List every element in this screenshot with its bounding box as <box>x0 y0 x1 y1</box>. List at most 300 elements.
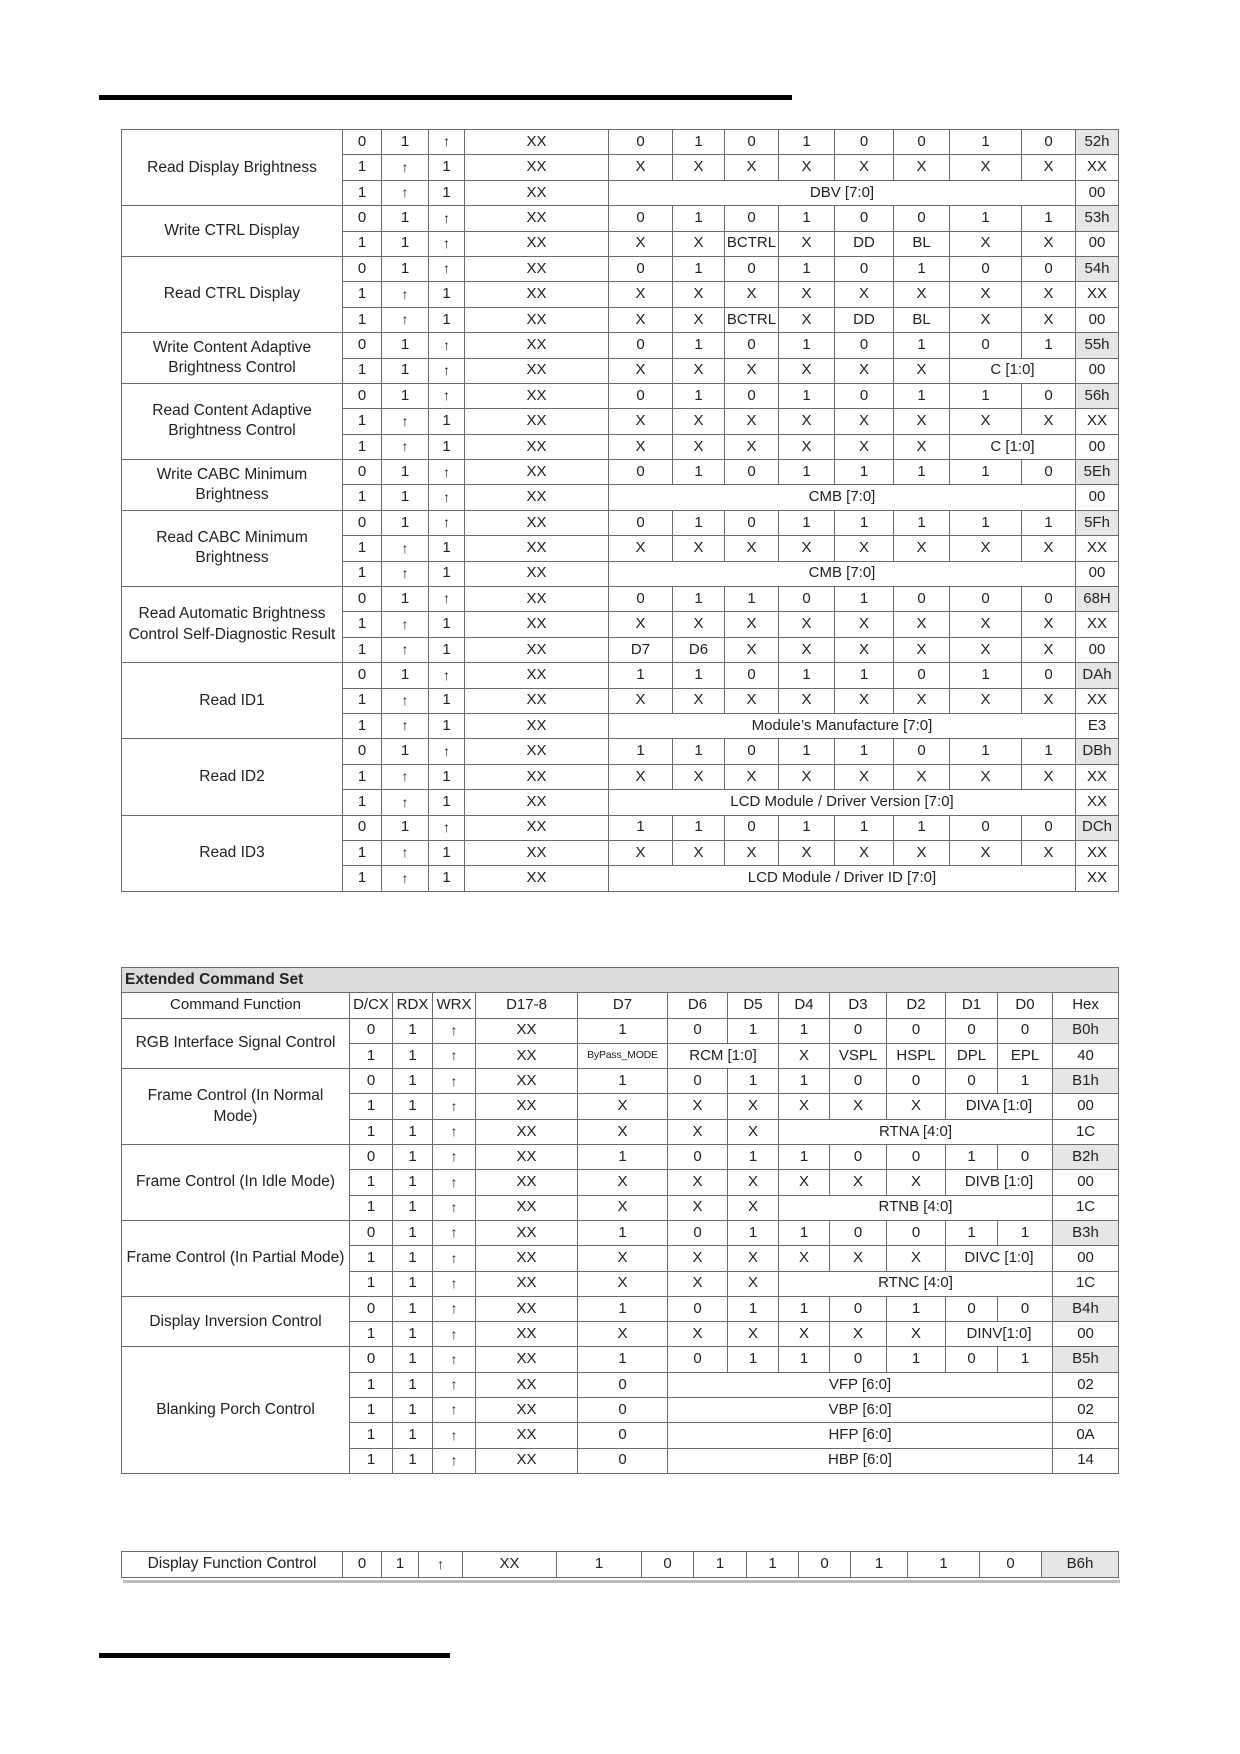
rdx-value: 1 <box>382 587 429 612</box>
wrx-value: ↑ <box>433 1448 476 1473</box>
bit-cell: X <box>887 1094 946 1119</box>
dcx-value: 1 <box>350 1043 393 1068</box>
bit-cell: DD <box>835 231 894 256</box>
dcx-value: 1 <box>350 1195 393 1220</box>
bit-cell: X <box>950 637 1022 662</box>
command-function: Write CABC Minimum Brightness <box>122 460 343 511</box>
command-function: Write Content Adaptive Brightness Control <box>122 333 343 384</box>
hex-value: XX <box>1076 790 1119 815</box>
d17-8-value: XX <box>465 663 609 688</box>
column-header: D6 <box>668 993 728 1018</box>
d17-8-value: XX <box>465 333 609 358</box>
hex-value: B0h <box>1053 1018 1119 1043</box>
bit-cell: X <box>578 1195 668 1220</box>
bit-cell: 1 <box>894 510 950 535</box>
wrx-value: ↑ <box>433 1246 476 1271</box>
parameter-field: Module’s Manufacture [7:0] <box>609 713 1076 738</box>
hex-value: XX <box>1076 840 1119 865</box>
bit-cell: 1 <box>578 1069 668 1094</box>
bit-cell: X <box>725 155 779 180</box>
command-function: Read CTRL Display <box>122 256 343 332</box>
bit-cell: X <box>668 1119 728 1144</box>
bit-cell: X <box>609 434 673 459</box>
bit-cell: 1 <box>728 1018 779 1043</box>
d17-8-value: XX <box>476 1271 578 1296</box>
rdx-value: ↑ <box>382 637 429 662</box>
dcx-value: 0 <box>343 383 382 408</box>
column-header: Command Function <box>122 993 350 1018</box>
rdx-value: 1 <box>393 1195 433 1220</box>
bit-cell: 0 <box>779 587 835 612</box>
bit-cell: X <box>728 1271 779 1296</box>
bit-cell: 1 <box>887 1347 946 1372</box>
bit-cell: 0 <box>1022 383 1076 408</box>
bit-cell: 0 <box>887 1069 946 1094</box>
table-row <box>122 1220 1119 1245</box>
hex-value: 5Fh <box>1076 510 1119 535</box>
d17-8-value: XX <box>476 1145 578 1170</box>
bit-cell: 1 <box>725 587 779 612</box>
bit-cell: X <box>609 688 673 713</box>
hex-value: 00 <box>1053 1246 1119 1271</box>
column-header: D5 <box>728 993 779 1018</box>
hex-value: 1C <box>1053 1271 1119 1296</box>
bit-cell: 1 <box>578 1145 668 1170</box>
bit-cell: 0 <box>725 815 779 840</box>
bit-cell: 1 <box>779 333 835 358</box>
bit-cell: X <box>578 1322 668 1347</box>
command-table-1 <box>121 129 1119 892</box>
bit-cell: X <box>1022 231 1076 256</box>
d17-8-value: XX <box>476 1423 578 1448</box>
wrx-value: ↑ <box>429 206 465 231</box>
bit-cell: 0 <box>609 206 673 231</box>
bit-cell: 1 <box>673 739 725 764</box>
hex-value: 00 <box>1076 434 1119 459</box>
bit-cell: 1 <box>998 1347 1053 1372</box>
bit-cell: 0 <box>894 130 950 155</box>
dcx-value: 1 <box>343 231 382 256</box>
dcx-value: 0 <box>350 1296 393 1321</box>
wrx-value: ↑ <box>429 663 465 688</box>
bit-cell: 0 <box>1022 663 1076 688</box>
bit-cell: 0 <box>799 1552 851 1578</box>
hex-value: XX <box>1076 688 1119 713</box>
bit-cell: X <box>779 1322 830 1347</box>
table-row <box>122 206 1119 231</box>
bit-cell: 1 <box>728 1069 779 1094</box>
d17-8-value: XX <box>476 1347 578 1372</box>
wrx-value: ↑ <box>433 1220 476 1245</box>
dcx-value: 1 <box>343 155 382 180</box>
dcx-value: 1 <box>343 790 382 815</box>
bit-cell: 1 <box>609 739 673 764</box>
d17-8-value: XX <box>476 1043 578 1068</box>
bit-cell: 0 <box>894 206 950 231</box>
bit-cell: X <box>578 1246 668 1271</box>
bit-cell: 0 <box>1022 460 1076 485</box>
rdx-value: 1 <box>382 663 429 688</box>
bit-cell: X <box>1022 688 1076 713</box>
bit-cell: 1 <box>673 460 725 485</box>
bit-cell: 1 <box>673 587 725 612</box>
wrx-value: 1 <box>429 282 465 307</box>
bit-cell: X <box>673 612 725 637</box>
d17-8-value: XX <box>465 739 609 764</box>
rdx-value: 1 <box>393 1094 433 1119</box>
bit-cell: X <box>835 637 894 662</box>
bit-cell: X <box>835 764 894 789</box>
hex-value: 56h <box>1076 383 1119 408</box>
rdx-value: 1 <box>382 130 429 155</box>
bit-cell: 1 <box>673 663 725 688</box>
column-header: D17-8 <box>476 993 578 1018</box>
bit-cell: 0 <box>725 663 779 688</box>
bit-cell: X <box>830 1170 887 1195</box>
bit-cell: 0 <box>894 587 950 612</box>
hex-value: 1C <box>1053 1195 1119 1220</box>
bit-cell: ByPass_MODE <box>578 1043 668 1068</box>
bit-cell: X <box>609 155 673 180</box>
bit-cell: X <box>673 282 725 307</box>
wrx-value: ↑ <box>433 1119 476 1144</box>
wrx-value: ↑ <box>429 333 465 358</box>
dcx-value: 1 <box>350 1246 393 1271</box>
bit-cell: X <box>668 1246 728 1271</box>
wrx-value: ↑ <box>433 1271 476 1296</box>
bit-cell: X <box>835 688 894 713</box>
bit-cell: 1 <box>950 510 1022 535</box>
column-header: WRX <box>433 993 476 1018</box>
bit-cell: 0 <box>830 1018 887 1043</box>
bit-cell: 0 <box>668 1018 728 1043</box>
bit-cell: X <box>1022 536 1076 561</box>
dcx-value: 1 <box>350 1398 393 1423</box>
bit-cell: 0 <box>835 130 894 155</box>
bit-cell: X <box>779 840 835 865</box>
bit-cell: 1 <box>673 815 725 840</box>
hex-value: 0A <box>1053 1423 1119 1448</box>
bit-cell: 1 <box>609 815 673 840</box>
rdx-value: ↑ <box>382 180 429 205</box>
rdx-value: 1 <box>382 231 429 256</box>
bit-cell: X <box>728 1170 779 1195</box>
wrx-value: 1 <box>429 434 465 459</box>
wrx-value: ↑ <box>429 256 465 281</box>
bit-cell: X <box>779 1094 830 1119</box>
d17-8-value: XX <box>465 637 609 662</box>
bit-cell: 1 <box>694 1552 747 1578</box>
bit-cell: X <box>779 434 835 459</box>
bit-cell: X <box>887 1322 946 1347</box>
bit-cell: X <box>673 358 725 383</box>
wrx-value: ↑ <box>433 1347 476 1372</box>
wrx-value: ↑ <box>429 587 465 612</box>
bit-cell: X <box>894 840 950 865</box>
bit-cell: 1 <box>950 383 1022 408</box>
bit-cell: X <box>835 840 894 865</box>
bit-cell: 0 <box>946 1347 998 1372</box>
bit-cell: 1 <box>1022 206 1076 231</box>
hex-value: B1h <box>1053 1069 1119 1094</box>
bit-cell: 0 <box>725 739 779 764</box>
bit-cell: 1 <box>779 460 835 485</box>
bit-cell: 1 <box>728 1145 779 1170</box>
hex-value: 00 <box>1076 307 1119 332</box>
hex-value: 00 <box>1053 1322 1119 1347</box>
rdx-value: 1 <box>393 1398 433 1423</box>
bit-cell: 0 <box>725 333 779 358</box>
bit-cell: VSPL <box>830 1043 887 1068</box>
bit-cell: 0 <box>1022 587 1076 612</box>
dcx-value: 0 <box>343 130 382 155</box>
wrx-value: 1 <box>429 561 465 586</box>
rdx-value: ↑ <box>382 764 429 789</box>
bit-cell: X <box>950 536 1022 561</box>
dcx-value: 1 <box>350 1448 393 1473</box>
parameter-field: DINV[1:0] <box>946 1322 1053 1347</box>
wrx-value: 1 <box>429 180 465 205</box>
bit-cell: X <box>668 1094 728 1119</box>
bit-cell: X <box>725 764 779 789</box>
bit-cell: X <box>673 764 725 789</box>
rdx-value: 1 <box>393 1423 433 1448</box>
table-row <box>122 815 1119 840</box>
rdx-value: 1 <box>393 1372 433 1397</box>
parameter-field: HBP [6:0] <box>668 1448 1053 1473</box>
bit-cell: X <box>673 840 725 865</box>
bit-cell: 1 <box>835 460 894 485</box>
bit-cell: X <box>609 231 673 256</box>
hex-value: 00 <box>1076 485 1119 510</box>
wrx-value: 1 <box>429 790 465 815</box>
bit-cell: X <box>578 1094 668 1119</box>
d17-8-value: XX <box>465 180 609 205</box>
command-function: Read Display Brightness <box>122 130 343 206</box>
command-function: Blanking Porch Control <box>122 1347 350 1473</box>
bit-cell: BCTRL <box>725 231 779 256</box>
bit-cell: 0 <box>668 1069 728 1094</box>
rdx-value: 1 <box>393 1448 433 1473</box>
dcx-value: 0 <box>343 256 382 281</box>
parameter-field: RTNA [4:0] <box>779 1119 1053 1144</box>
hex-value: 00 <box>1076 180 1119 205</box>
bit-cell: 0 <box>946 1069 998 1094</box>
d17-8-value: XX <box>465 307 609 332</box>
bit-cell: X <box>950 282 1022 307</box>
bit-cell: 0 <box>725 460 779 485</box>
bit-cell: X <box>830 1094 887 1119</box>
bit-cell: X <box>728 1322 779 1347</box>
bit-cell: 1 <box>835 587 894 612</box>
bit-cell: 1 <box>673 206 725 231</box>
bit-cell: 0 <box>830 1296 887 1321</box>
bit-cell: X <box>609 307 673 332</box>
dcx-value: 0 <box>350 1069 393 1094</box>
parameter-field: VBP [6:0] <box>668 1398 1053 1423</box>
bit-cell: 0 <box>946 1296 998 1321</box>
dcx-value: 1 <box>350 1322 393 1347</box>
column-header: D7 <box>578 993 668 1018</box>
hex-value: XX <box>1076 409 1119 434</box>
dcx-value: 1 <box>343 866 382 891</box>
bit-cell: X <box>950 231 1022 256</box>
bit-cell: 1 <box>673 510 725 535</box>
hex-value: 52h <box>1076 130 1119 155</box>
bit-cell: X <box>1022 409 1076 434</box>
bit-cell: 0 <box>950 333 1022 358</box>
bit-cell: 0 <box>578 1372 668 1397</box>
bit-cell: 0 <box>578 1398 668 1423</box>
bit-cell: X <box>950 764 1022 789</box>
table-row <box>122 1347 1119 1372</box>
bit-cell: 1 <box>779 739 835 764</box>
bit-cell: 1 <box>894 383 950 408</box>
bit-cell: 1 <box>673 256 725 281</box>
wrx-value: ↑ <box>433 1094 476 1119</box>
dcx-value: 1 <box>350 1271 393 1296</box>
rdx-value: 1 <box>393 1018 433 1043</box>
bit-cell: 1 <box>894 815 950 840</box>
d17-8-value: XX <box>465 561 609 586</box>
wrx-value: ↑ <box>429 485 465 510</box>
bit-cell: HSPL <box>887 1043 946 1068</box>
bit-cell: X <box>894 612 950 637</box>
bit-cell: 0 <box>725 383 779 408</box>
dcx-value: 1 <box>350 1094 393 1119</box>
bit-cell: 1 <box>950 663 1022 688</box>
dcx-value: 0 <box>350 1018 393 1043</box>
hex-value: XX <box>1076 536 1119 561</box>
rdx-value: 1 <box>382 739 429 764</box>
rdx-value: 1 <box>382 510 429 535</box>
bit-cell: 0 <box>835 333 894 358</box>
bit-cell: X <box>835 536 894 561</box>
rdx-value: 1 <box>382 206 429 231</box>
rdx-value: ↑ <box>382 790 429 815</box>
bit-cell: 0 <box>725 510 779 535</box>
command-function: RGB Interface Signal Control <box>122 1018 350 1069</box>
d17-8-value: XX <box>465 282 609 307</box>
rdx-value: 1 <box>393 1220 433 1245</box>
column-header: D1 <box>946 993 998 1018</box>
rdx-value: 1 <box>393 1170 433 1195</box>
bit-cell: 1 <box>728 1296 779 1321</box>
bit-cell: X <box>779 1043 830 1068</box>
bit-cell: 1 <box>728 1220 779 1245</box>
parameter-field: RCM [1:0] <box>668 1043 779 1068</box>
wrx-value: ↑ <box>429 130 465 155</box>
parameter-field: DBV [7:0] <box>609 180 1076 205</box>
bit-cell: 0 <box>998 1296 1053 1321</box>
wrx-value: ↑ <box>429 231 465 256</box>
dcx-value: 1 <box>343 282 382 307</box>
rdx-value: ↑ <box>382 713 429 738</box>
dcx-value: 1 <box>343 536 382 561</box>
bit-cell: X <box>1022 637 1076 662</box>
wrx-value: 1 <box>429 764 465 789</box>
dcx-value: 0 <box>343 815 382 840</box>
bit-cell: 1 <box>779 1220 830 1245</box>
column-header: Hex <box>1053 993 1119 1018</box>
d17-8-value: XX <box>476 1094 578 1119</box>
bit-cell: 1 <box>887 1296 946 1321</box>
bit-cell: X <box>728 1094 779 1119</box>
rdx-value: 1 <box>382 815 429 840</box>
wrx-value: ↑ <box>433 1398 476 1423</box>
bit-cell: X <box>609 409 673 434</box>
column-header: D4 <box>779 993 830 1018</box>
extended-command-set-title: Extended Command Set <box>122 968 1119 993</box>
bit-cell: 0 <box>835 383 894 408</box>
bit-cell: DPL <box>946 1043 998 1068</box>
rdx-value: ↑ <box>382 561 429 586</box>
bit-cell: 1 <box>673 333 725 358</box>
rdx-value: 1 <box>393 1296 433 1321</box>
hex-value: 00 <box>1053 1170 1119 1195</box>
bit-cell: 1 <box>950 739 1022 764</box>
d17-8-value: XX <box>465 358 609 383</box>
dcx-value: 0 <box>350 1145 393 1170</box>
hex-value: DBh <box>1076 739 1119 764</box>
bit-cell: X <box>578 1119 668 1144</box>
bit-cell: 0 <box>830 1347 887 1372</box>
wrx-value: ↑ <box>433 1296 476 1321</box>
bit-cell: X <box>673 409 725 434</box>
dcx-value: 0 <box>343 739 382 764</box>
rdx-value: 1 <box>393 1043 433 1068</box>
table-row <box>122 1145 1119 1170</box>
d17-8-value: XX <box>465 206 609 231</box>
dcx-value: 1 <box>343 840 382 865</box>
d17-8-value: XX <box>465 485 609 510</box>
dcx-value: 0 <box>343 460 382 485</box>
column-headers <box>122 993 1119 1018</box>
bit-cell: 1 <box>835 815 894 840</box>
hex-value: B3h <box>1053 1220 1119 1245</box>
d17-8-value: XX <box>476 1372 578 1397</box>
rdx-value: ↑ <box>382 688 429 713</box>
hex-value: XX <box>1076 866 1119 891</box>
rdx-value: 1 <box>382 358 429 383</box>
display-function-control-table <box>121 1551 1119 1578</box>
command-function: Read ID3 <box>122 815 343 891</box>
dcx-value: 1 <box>343 637 382 662</box>
wrx-value: 1 <box>429 307 465 332</box>
bit-cell: 0 <box>668 1296 728 1321</box>
dcx-value: 1 <box>350 1119 393 1144</box>
bit-cell: 1 <box>779 663 835 688</box>
bit-cell: 0 <box>725 130 779 155</box>
rdx-value: ↑ <box>382 840 429 865</box>
dcx-value: 0 <box>343 206 382 231</box>
bit-cell: X <box>894 282 950 307</box>
bit-cell: 1 <box>779 510 835 535</box>
rdx-value: ↑ <box>382 155 429 180</box>
wrx-value: ↑ <box>433 1069 476 1094</box>
bit-cell: 0 <box>894 739 950 764</box>
dcx-value: 1 <box>343 561 382 586</box>
bit-cell: X <box>950 307 1022 332</box>
bit-cell: 1 <box>998 1069 1053 1094</box>
bit-cell: 1 <box>950 460 1022 485</box>
rdx-value: 1 <box>382 383 429 408</box>
dcx-value: 0 <box>343 663 382 688</box>
d17-8-value: XX <box>465 383 609 408</box>
hex-value: 00 <box>1076 637 1119 662</box>
bit-cell: 0 <box>609 587 673 612</box>
bit-cell: 0 <box>830 1220 887 1245</box>
